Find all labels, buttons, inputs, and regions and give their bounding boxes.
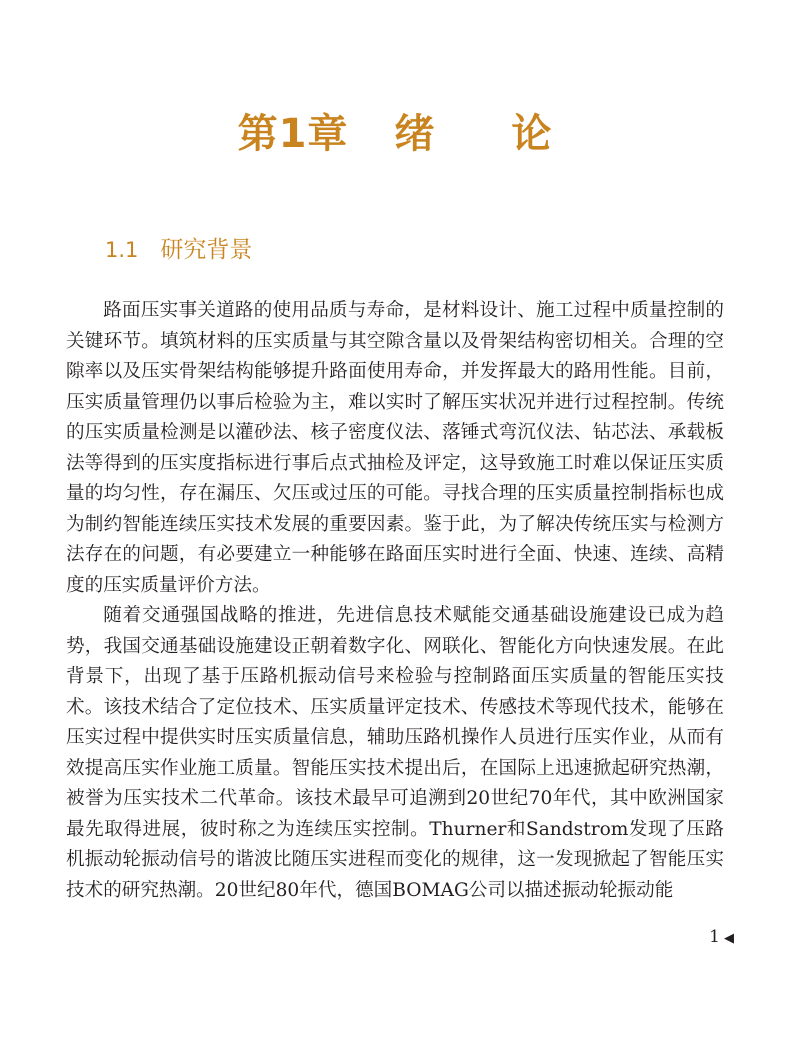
page-number-value: 1	[709, 927, 720, 947]
chapter-title	[0, 106, 790, 162]
section-title: 研究背景	[160, 237, 253, 263]
page-marker-icon: ◀	[724, 931, 734, 946]
paragraph: 路面压实事关道路的使用品质与寿命，是材料设计、施工过程中质量控制的关键环节。填筑材料的压实质量与其空隙含量以及骨架结构密切相关。合理的空隙率以及压实骨架结构能够提升路面使用寿命，并发挥最大的路用性能。目前，压实质量管理仍以事后检验为主，难以实时了解压实状况并进行过程控制。传统的压实质量检测是以灌砂法、核子密度仪法、落锤式弯沉仪法、钻芯法、承载板法等得到的压实度指标进行事后点式抽检及评定，这导致施工时难以保证压实质量的均匀性，存在漏压、欠压或过压的可能。寻找合理的压实质量控制指标也成为制约智能连续压实技术发展的重要因素。鉴于此，为了解决传统压实与检测方法存在的问题，有必要建立一种能够在路面压实时进行全面、快速、连续、高精度的压实质量评价方法。	[66, 300, 724, 596]
section-heading	[105, 232, 252, 268]
page-number	[709, 925, 734, 951]
chapter-number-label: 第1章	[237, 111, 349, 157]
chapter-name-part1: 绪	[394, 111, 436, 157]
chapter-name-part2: 论	[511, 111, 553, 157]
section-number: 1.1	[105, 238, 139, 262]
body-text	[66, 296, 724, 906]
paragraph: 随着交通强国战略的推进，先进信息技术赋能交通基础设施建设已成为趋势，我国交通基础设施建设正朝着数字化、网联化、智能化方向快速发展。在此背景下，出现了基于压路机振动信号来检验与控制路面压实质量的智能压实技术。该技术结合了定位技术、压实质量评定技术、传感技术等现代技术，能够在压实过程中提供实时压实质量信息，辅助压路机操作人员进行压实作业，从而有效提高压实作业施工质量。智能压实技术提出后，在国际上迅速掀起研究热潮，被誉为压实技术二代革命。该技术最早可追溯到20世纪70年代，其中欧洲国家最先取得进展，彼时称之为连续压实控制。Thurner和Sandstrom发现了压路机振动轮振动信号的谐波比随压实进程而变化的规律，这一发现掀起了智能压实技术的研究热潮。20世纪80年代，德国BOMAG公司以描述振动轮振动能	[66, 605, 724, 901]
